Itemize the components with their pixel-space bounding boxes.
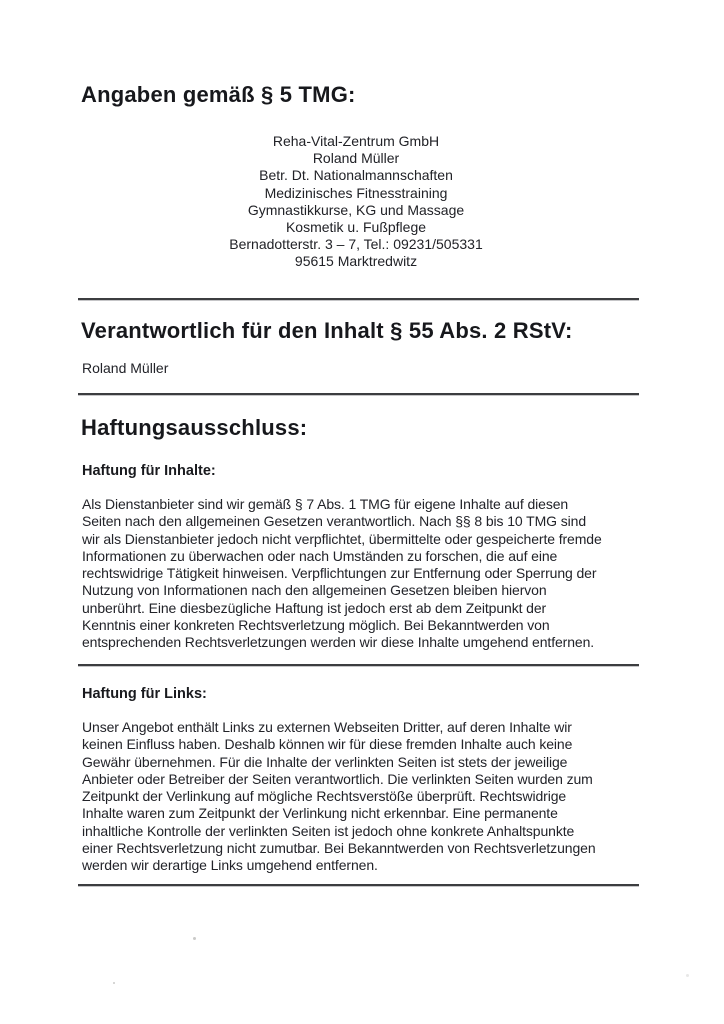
text-line: werden wir derartige Links umgehend entfernen. (82, 857, 378, 874)
text-line: Kenntnis einer konkreten Rechtsverletzung möglich. Bei Bekanntwerden von (82, 617, 550, 634)
text-line: wir als Dienstanbieter jedoch nicht verpflichtet, übermittelte oder gespeicherte fremde (82, 530, 602, 547)
paragraph-haftung-links (82, 719, 596, 875)
owner-name: Roland Müller (312, 150, 400, 167)
business-description-2: Medizinisches Fitnesstraining (264, 184, 448, 201)
postal-city: 95615 Marktredwitz (294, 253, 418, 270)
scan-speck (113, 982, 115, 984)
text-line: keinen Einfluss haben. Deshalb können wir für diese fremden Inhalte auch keine (82, 736, 573, 753)
text-line: rechtswidrige Tätigkeit hinweisen. Verpflichtungen zur Entfernung oder Sperrung der (82, 565, 597, 582)
text-line: Unser Angebot enthält Links zu externen Webseiten Dritter, auf deren Inhalte wir (82, 719, 572, 735)
heading-angaben-tmg: Angaben gemäß § 5 TMG: (81, 82, 356, 107)
divider-rule-3 (78, 664, 639, 666)
subheading-haftung-inhalte: Haftung für Inhalte: (82, 463, 216, 479)
text-line: Seiten nach den allgemeinen Gesetzen verantwortlich. Nach §§ 8 bis 10 TMG sind (82, 513, 587, 530)
address-block (70, 133, 642, 271)
company-name: Reha-Vital-Zentrum GmbH (272, 133, 440, 149)
text-line: Zeitpunkt der Verlinkung auf mögliche Rechtsverstöße überprüft. Rechtswidrige (82, 788, 567, 805)
text-line: Anbieter oder Betreiber der Seiten verantwortlich. Die verlinkten Seiten wurden zum (82, 770, 593, 787)
heading-haftungsausschluss: Haftungsausschluss: (81, 415, 308, 440)
text-line: Inhalte waren zum Zeitpunkt der Verlinkung nicht erkennbar. Eine permanente (82, 805, 558, 822)
divider-rule-2 (78, 393, 639, 395)
business-description-1: Betr. Dt. Nationalmannschaften (259, 167, 453, 184)
business-description-3: Gymnastikkurse, KG und Massage (247, 201, 465, 218)
text-line: einer Rechtsverletzung nicht zumutbar. Bei Bekanntwerden von Rechtsverletzungen (82, 840, 596, 857)
business-description-4: Kosmetik u. Fußpflege (285, 219, 427, 236)
divider-rule-4 (78, 884, 639, 886)
text-line: unberührt. Eine diesbezügliche Haftung ist jedoch erst ab dem Zeitpunkt der (82, 599, 547, 616)
text-line: entsprechenden Rechtsverletzungen werden wir diese Inhalte umgehend entfernen. (82, 634, 595, 651)
text-line: Informationen zu überwachen oder nach Umständen zu forschen, die auf eine (82, 547, 558, 564)
scan-speck (686, 974, 689, 977)
text-line: inhaltliche Kontrolle der verlinkten Seiten ist jedoch ohne konkrete Anhaltspunkte (82, 822, 575, 839)
text-line: Gewähr übernehmen. Für die Inhalte der verlinkten Seiten ist stets der jeweilige (82, 753, 568, 770)
responsible-person-name: Roland Müller (82, 360, 169, 376)
subheading-haftung-links: Haftung für Links: (82, 686, 207, 702)
text-line: Als Dienstanbieter sind wir gemäß § 7 Abs. 1 TMG für eigene Inhalte auf diesen (82, 496, 569, 512)
paragraph-haftung-inhalte (82, 496, 602, 652)
text-line: Nutzung von Informationen nach den allgemeinen Gesetzen bleiben hiervon (82, 582, 547, 599)
divider-rule-1 (78, 298, 639, 300)
street-and-phone: Bernadotterstr. 3 – 7, Tel.: 09231/505331 (229, 236, 483, 253)
heading-verantwortlich: Verantwortlich für den Inhalt § 55 Abs. 2 RStV: (81, 318, 573, 343)
scan-speck (193, 937, 196, 940)
